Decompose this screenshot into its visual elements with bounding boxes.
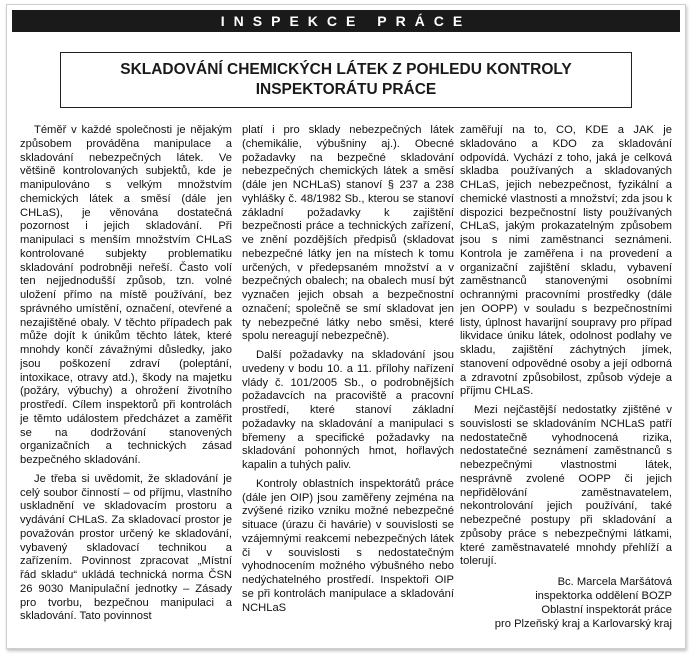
paragraph: Je třeba si uvědomit, že skladování je celý soubor činností – od příjmu, vlastního uskladnění ve skladovacím prostoru a vydávání CHLaS. Za skladovací prostor je považován prostor určený ke skladování, vybavený skladovací technikou a zařízením. Povinnost zpracovat „Místní řád skladu“ ukládá technická norma ČSN 26 9030 Manipulační jednotky – Zásady pro tvorbu, bezpečnou manipulaci a skladování. Tato povinnost: [20, 472, 232, 623]
author-name: Bc. Marcela Maršátová: [557, 576, 672, 588]
article-body: [20, 124, 672, 642]
author-role: inspektorka oddělení BOZP: [535, 590, 672, 602]
article-title-line-1: SKLADOVÁNÍ CHEMICKÝCH LÁTEK Z POHLEDU KONTROLY: [120, 61, 572, 78]
author-org-line-2: pro Plzeňský kraj a Karlovarský kraj: [494, 618, 672, 630]
column-3: [460, 124, 672, 642]
paragraph: Kontroly oblastních inspektorátů práce (dále jen OIP) jsou zaměřeny zejména na zvýšené riziko vzniku možné nebezpečné situace (úrazu či havárie) v souvislosti se vzájemnými reakcemi nebezpečných látek či v souvislosti s nedostatečným vyhodnocením možného výbušného nebo nedýchatelného prostředí. Inspektoři OIP se při kontrolách manipulace a skladování NCHLaS: [242, 477, 454, 614]
column-2: [242, 124, 454, 642]
paragraph: Mezi nejčastější nedostatky zjištěné v souvislosti se skladováním NCHLaS patří nedostatečně vyhodnocená rizika, nedostatečné seznámení zaměstnanců s nebezpečnými vlastnostmi látek, nesprávně zvolené OOPP či jejich nepřidělování zaměstnavatelem, nekontrolování jejich používání, také nebezpečné postupy při skladování a způsoby práce s nebezpečnými látkami, které zaměstnavatelé mnohdy přehlíží a tolerují.: [460, 404, 672, 568]
article-title-line-2: INSPEKTORÁTU PRÁCE: [255, 81, 437, 98]
paragraph: Další požadavky na skladování jsou uvedeny v bodu 10. a 11. přílohy nařízení vlády č. 101/2005 Sb., o podrobnějších požadavcích na pracoviště a pracovní prostředí, které stanoví základní požadavky na skladování a manipulaci s břemeny a specifické požadavky na skladování pohonných hmot, hořlavých kapalin a tuhých paliv.: [242, 349, 454, 471]
column-1: [20, 124, 232, 642]
author-signature: [460, 575, 672, 631]
author-org-line-1: Oblastní inspektorát práce: [541, 604, 672, 616]
paragraph: zaměřují na to, CO, KDE a JAK je skladováno a KDO za skladování odpovídá. Vychází z toho, jaká je celková skladba používaných a skladovaných CHLaS, jejich nebezpečnost, fyzikální a chemické vlastnosti a množství; zda jsou k dispozici bezpečnostní listy používaných CHLaS, jakým prokazatelným způsobem jsou s nimi zaměstnanci seznámeni. Kontrola je zaměřena i na provedení a organizační zajištění skladu, vybavení zaměstnanců stanovenými osobními ochrannými pracovními prostředky (dále jen OOPP) v souladu s bezpečnostními listy, úplnost havarijní soupravy pro případ likvidace úniku látek, odolnost podlahy ve skladu, zajištění záchytných jímek, stanovení odpovědné osoby a její odborná a zdravotní způsobilost, způsob výdeje a příjmu CHLaS.: [460, 124, 672, 398]
paragraph: platí i pro sklady nebezpečných látek (chemikálie, výbušniny aj.). Obecné požadavky na bezpečné skladování nebezpečných chemických látek a směsí (dále jen NCHLaS) stanoví § 237 a 238 vyhlášky č. 48/1982 Sb., kterou se stanoví základní požadavky k zajištění bezpečnosti práce a technických zařízení, ve znění pozdějších předpisů (skladovat nebezpečné látky jen na místech k tomu určených, v předepsaném množství a v bezpečných obalech; na obalech musí být vyznačen jejich obsah a bezpečnostní označení; společně se smí skladovat jen ty nebezpečné látky nebo směsi, které spolu nereagují nebezpečně).: [242, 124, 454, 343]
paragraph: Téměř v každé společnosti je nějakým způsobem prováděna manipulace a skladování nebezpečných látek. Ve většině kontrolovaných subjektů, kde je manipulováno s velkým množstvím chemických látek a směsí (dále jen CHLaS), je věnována dostatečná pozornost i jejich skladování. Při manipulaci s menším množstvím CHLaS kontrolované subjekty problematiku skladování podrobněji neřeší. Často volí ten nejjednodušší způsob, tzn. volné uložení přímo na místě používání, bez správného umístění, označení, otevřené a nezajištěné obaly. V těchto případech pak může dojít k únikům těchto látek, které mnohdy končí závažnými důsledky, jako jsou poškození zdraví (poleptání, intoxikace, otravy atd.), škody na majetku (požáry, výbuchy) a ohrožení životního prostředí. Cílem inspektorů při kontrolách je těmto událostem předcházet a zaměřit se na dodržování stanovených organizačních a technických zásad bezpečného skladování.: [20, 124, 232, 466]
article-title: [120, 60, 572, 100]
article-title-box: [60, 52, 632, 108]
section-header: INSPEKCE PRÁCE: [12, 10, 680, 32]
